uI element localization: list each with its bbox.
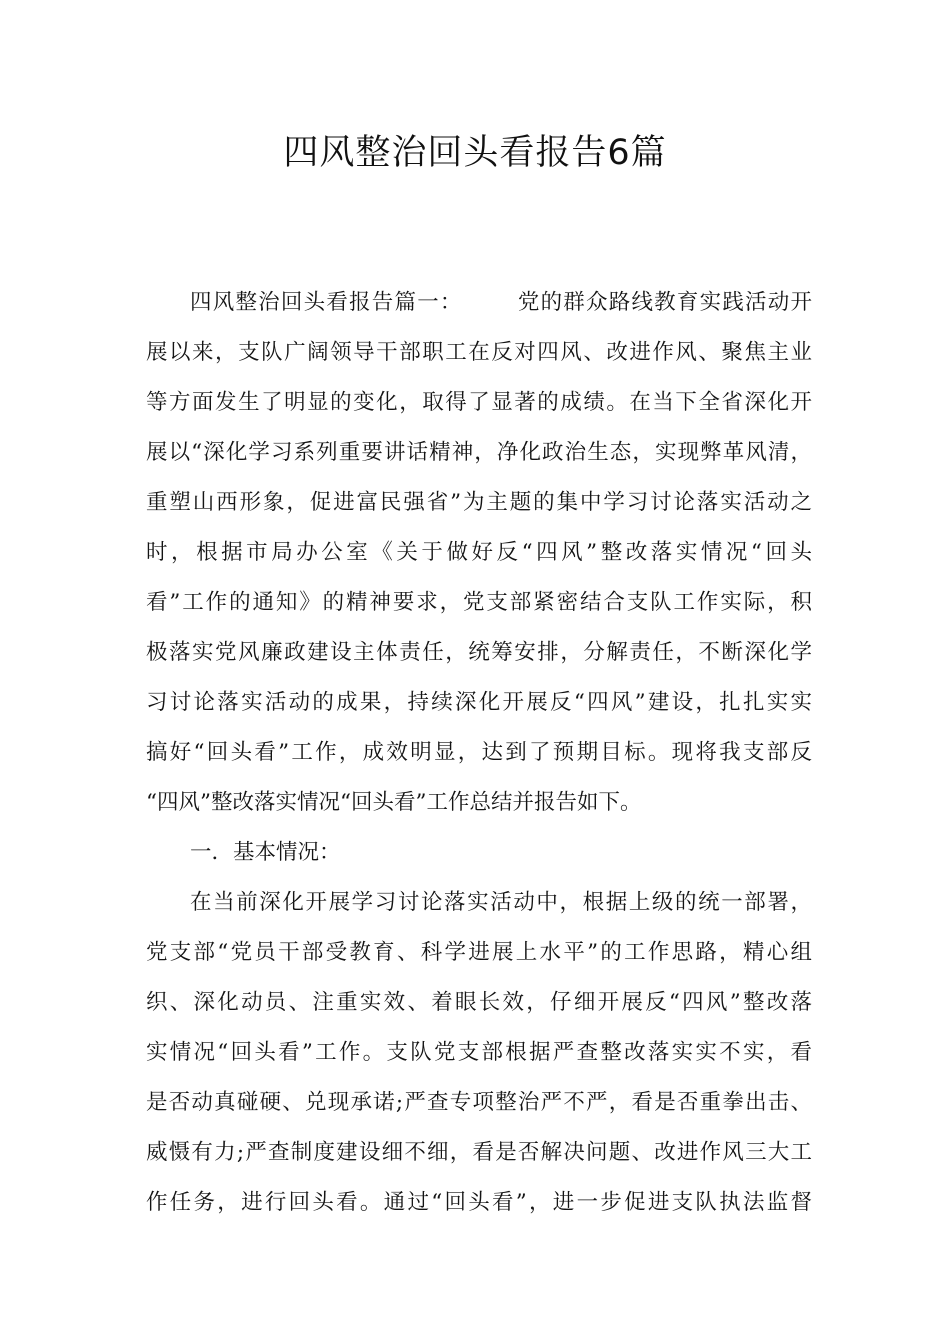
paragraph-line-7: 看”工作的通知》的精神要求，党支部紧密结合支队工作实际，积 [146, 590, 812, 615]
paragraph-line-6: 时，根据市局办公室《关于做好反“四风”整改落实情况“回头 [146, 540, 812, 565]
paragraph-line-15: 织、深化动员、注重实效、着眼长效，仔细开展反“四风”整改落 [146, 990, 812, 1015]
section-heading: 一．基本情况： [190, 840, 341, 865]
section-heading-inline: 四风整治回头看报告篇一： [190, 290, 463, 315]
paragraph-line-17: 是否动真碰硬、兑现承诺;严查专项整治严不严，看是否重拳出击、 [146, 1090, 812, 1115]
paragraph-line-3: 等方面发生了明显的变化，取得了显著的成绩。在当下全省深化开 [146, 390, 812, 415]
paragraph-line-13: 在当前深化开展学习讨论落实活动中，根据上级的统一部署， [190, 890, 812, 915]
paragraph-line-8: 极落实党风廉政建设主体责任，统筹安排，分解责任，不断深化学 [146, 640, 812, 665]
paragraph-line-9: 习讨论落实活动的成果，持续深化开展反“四风”建设，扎扎实实 [146, 690, 812, 715]
document-title: 四风整治回头看报告6篇 [283, 133, 667, 173]
paragraph-line-4: 展以“深化学习系列重要讲话精神，净化政治生态，实现弊革风清， [146, 440, 812, 465]
paragraph-line-5: 重塑山西形象，促进富民强省”为主题的集中学习讨论落实活动之 [146, 490, 812, 515]
paragraph-line-2: 展以来，支队广阔领导干部职工在反对四风、改进作风、聚焦主业 [146, 340, 812, 365]
paragraph-line-10: 搞好“回头看”工作，成效明显，达到了预期目标。现将我支部反 [146, 740, 812, 765]
paragraph-line-11: “四风”整改落实情况“回头看”工作总结并报告如下。 [146, 790, 642, 815]
paragraph-line-14: 党支部“党员干部受教育、科学进展上水平”的工作思路，精心组 [146, 940, 812, 965]
paragraph-line-16: 实情况“回头看”工作。支队党支部根据严查整改落实实不实，看 [146, 1040, 812, 1065]
paragraph-line-19: 作任务，进行回头看。通过“回头看”，进一步促进支队执法监督 [146, 1190, 812, 1215]
paragraph-line-1 [146, 278, 812, 328]
paragraph-line-18: 威慑有力;严查制度建设细不细，看是否解决问题、改进作风三大工 [146, 1140, 812, 1165]
document-body [146, 278, 812, 1228]
line-continuation: 党的群众路线教育实践活动开 [516, 290, 812, 315]
